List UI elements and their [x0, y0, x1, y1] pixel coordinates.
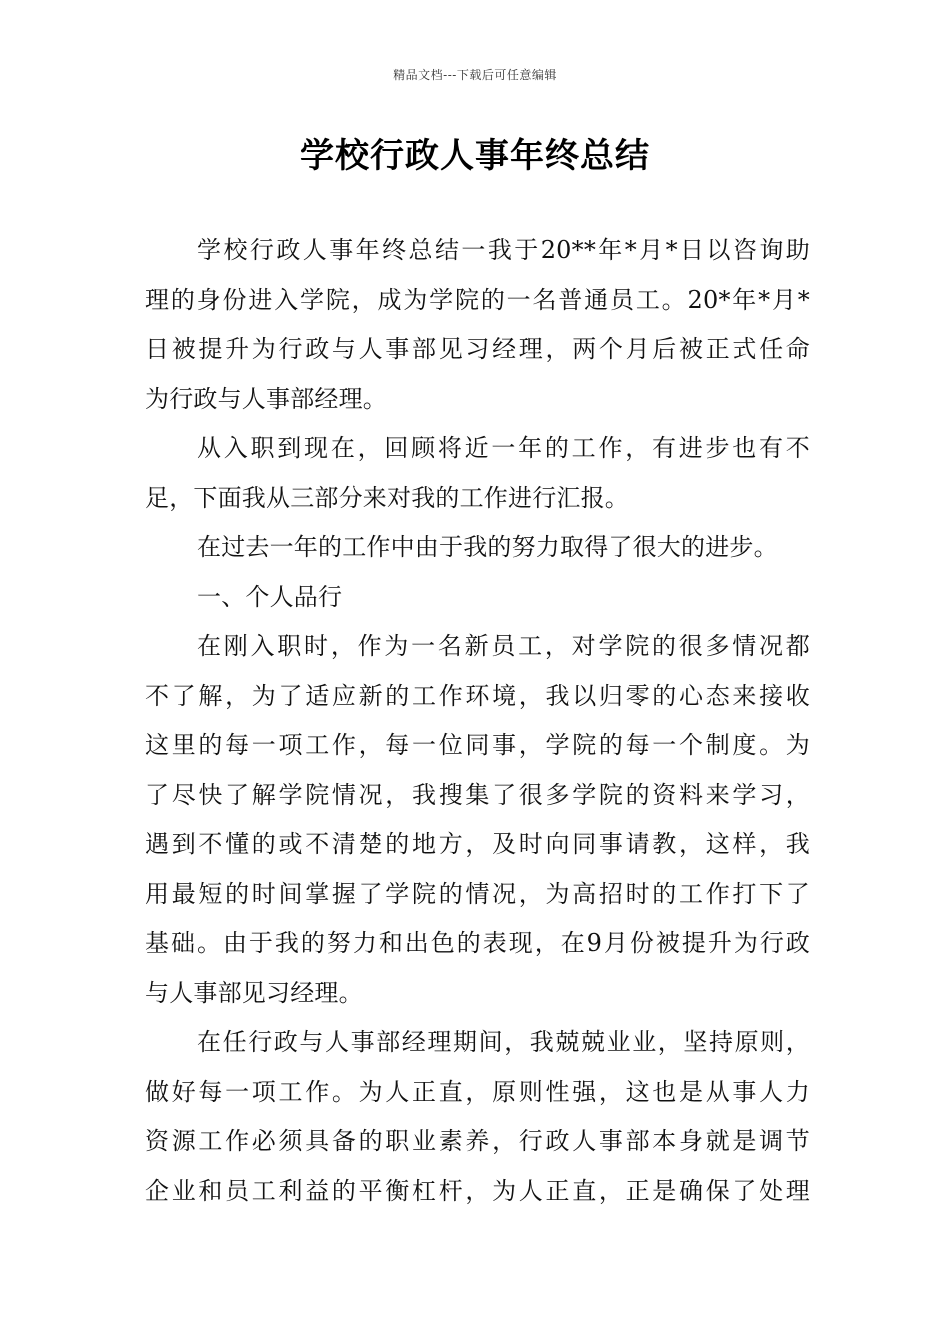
paragraph-line: 日被提升为行政与人事部见习经理，两个月后被正式任命: [145, 335, 810, 363]
paragraph-line: 在任行政与人事部经理期间，我兢兢业业，坚持原则，: [197, 1028, 810, 1056]
paragraph-line: 企业和员工利益的平衡杠杆，为人正直，正是确保了处理: [145, 1176, 810, 1205]
paragraph-line: 不了解，为了适应新的工作环境，我以归零的心态来接收: [145, 681, 810, 710]
section-heading: 一、个人品行: [197, 582, 343, 611]
paragraph-line: 基础。由于我的努力和出色的表现，在9月份被提升为行政: [145, 929, 810, 957]
paragraph-line: 与人事部见习经理。: [145, 978, 363, 1007]
paragraph-line: 这里的每一项工作，每一位同事，学院的每一个制度。为: [145, 731, 810, 759]
document-body: [145, 226, 810, 1216]
document-title: 学校行政人事年终总结: [300, 136, 650, 176]
paragraph-line: 在刚入职时，作为一名新员工，对学院的很多情况都: [197, 632, 810, 660]
paragraph-line: 资源工作必须具备的职业素养，行政人事部本身就是调节: [145, 1127, 810, 1155]
paragraph-line: 学校行政人事年终总结一我于20**年*月*日以咨询助: [197, 236, 810, 264]
paragraph-line: 用最短的时间掌握了学院的情况，为高招时的工作打下了: [145, 879, 810, 908]
paragraph-line: 在过去一年的工作中由于我的努力取得了很大的进步。: [197, 533, 778, 561]
header-note: 精品文档---下载后可任意编辑: [393, 68, 557, 82]
paragraph-line: 遇到不懂的或不清楚的地方，及时向同事请教，这样，我: [145, 830, 810, 858]
paragraph-line: 足，下面我从三部分来对我的工作进行汇报。: [145, 483, 629, 512]
paragraph-line: 为行政与人事部经理。: [145, 384, 387, 413]
paragraph-line: 从入职到现在，回顾将近一年的工作，有进步也有不: [197, 434, 810, 462]
paragraph-line: 了尽快了解学院情况，我搜集了很多学院的资料来学习，: [145, 780, 810, 809]
paragraph-line: 做好每一项工作。为人正直，原则性强，这也是从事人力: [145, 1077, 810, 1106]
paragraph-line: 理的身份进入学院，成为学院的一名普通员工。20*年*月*: [145, 285, 810, 314]
